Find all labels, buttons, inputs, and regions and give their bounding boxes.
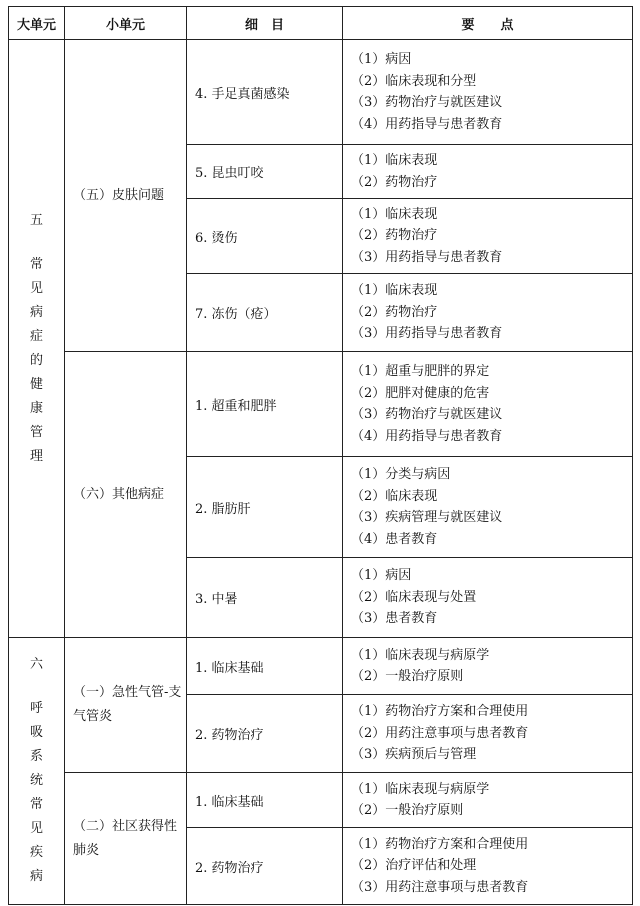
point: （1）超重与肥胖的界定 — [351, 364, 490, 379]
detail-cell: 4. 手足真菌感染 — [187, 40, 343, 145]
point: （2）药物治疗 — [351, 228, 438, 244]
point: （2）临床表现和分型 — [351, 73, 477, 89]
table-row — [9, 773, 633, 828]
points-cell — [343, 199, 633, 274]
points-cell — [343, 638, 633, 695]
points-cell — [343, 457, 633, 558]
major-unit-number: 六 — [30, 657, 44, 672]
point: （1）分类与病因 — [351, 467, 451, 482]
point: （4）用药指导与患者教育 — [351, 116, 503, 132]
point: （3）疾病管理与就医建议 — [351, 510, 503, 525]
point: （3）疾病预后与管理 — [351, 747, 477, 763]
points-cell — [343, 558, 633, 638]
point: （1）临床表现与病原学 — [351, 647, 490, 663]
point: （3）用药注意事项与患者教育 — [351, 879, 529, 895]
header-minor-unit: 小单元 — [65, 7, 187, 40]
point: （3）用药指导与患者教育 — [351, 326, 503, 342]
major-unit-number: 五 — [30, 212, 44, 228]
minor-unit-cell: （一）急性气管-支气管炎 — [65, 638, 187, 773]
detail-cell: 2. 药物治疗 — [187, 695, 343, 773]
detail-cell: 1. 临床基础 — [187, 773, 343, 828]
point: （1）药物治疗方案和合理使用 — [351, 704, 529, 720]
detail-cell: 2. 脂肪肝 — [187, 457, 343, 558]
point: （4）用药指导与患者教育 — [351, 428, 503, 444]
point: （2）临床表现与处置 — [351, 589, 477, 605]
point: （1）病因 — [351, 568, 412, 584]
table-row — [9, 40, 633, 145]
header-detail: 细 目 — [187, 7, 343, 40]
detail-cell: 2. 药物治疗 — [187, 828, 343, 905]
detail-cell: 6. 烫伤 — [187, 199, 343, 274]
point: （1）临床表现 — [351, 153, 438, 168]
minor-unit-cell: （五）皮肤问题 — [65, 40, 187, 352]
minor-unit-cell: （六）其他病症 — [65, 352, 187, 638]
points-cell — [343, 828, 633, 905]
point: （3）患者教育 — [351, 611, 438, 627]
point: （1）临床表现 — [351, 283, 438, 299]
major-unit-name: 常见病症的健康管理 — [30, 256, 44, 464]
syllabus-table — [8, 6, 633, 905]
detail-cell: 7. 冻伤（疮） — [187, 274, 343, 352]
detail-cell: 5. 昆虫叮咬 — [187, 145, 343, 199]
minor-unit-cell: （二）社区获得性肺炎 — [65, 773, 187, 905]
header-major-unit: 大单元 — [9, 7, 65, 40]
point: （3）用药指导与患者教育 — [351, 249, 503, 265]
point: （1）临床表现 — [351, 206, 438, 222]
point: （2）一般治疗原则 — [351, 803, 464, 818]
detail-cell: 3. 中暑 — [187, 558, 343, 638]
major-unit-name: 呼吸系统常见疾病 — [30, 701, 44, 884]
point: （4）患者教育 — [351, 531, 438, 547]
table-row — [9, 638, 633, 695]
point: （2）用药注意事项与患者教育 — [351, 725, 529, 741]
points-cell — [343, 773, 633, 828]
point: （2）一般治疗原则 — [351, 669, 464, 684]
point: （1）病因 — [351, 52, 412, 67]
header-key-points: 要 点 — [343, 7, 633, 40]
points-cell — [343, 40, 633, 145]
point: （2）药物治疗 — [351, 174, 438, 190]
table-row — [9, 352, 633, 457]
point: （3）药物治疗与就医建议 — [351, 95, 503, 110]
point: （2）治疗评估和处理 — [351, 858, 477, 874]
point: （3）药物治疗与就医建议 — [351, 407, 503, 422]
point: （2）临床表现 — [351, 488, 438, 504]
detail-cell: 1. 临床基础 — [187, 638, 343, 695]
points-cell — [343, 145, 633, 199]
point: （2）药物治疗 — [351, 304, 438, 320]
point: （1）临床表现与病原学 — [351, 781, 490, 797]
point: （2）肥胖对健康的危害 — [351, 385, 490, 401]
header-row — [9, 7, 633, 40]
points-cell — [343, 274, 633, 352]
major-unit-cell — [9, 638, 65, 905]
major-unit-cell — [9, 40, 65, 638]
point: （1）药物治疗方案和合理使用 — [351, 836, 529, 852]
points-cell — [343, 695, 633, 773]
points-cell — [343, 352, 633, 457]
detail-cell: 1. 超重和肥胖 — [187, 352, 343, 457]
